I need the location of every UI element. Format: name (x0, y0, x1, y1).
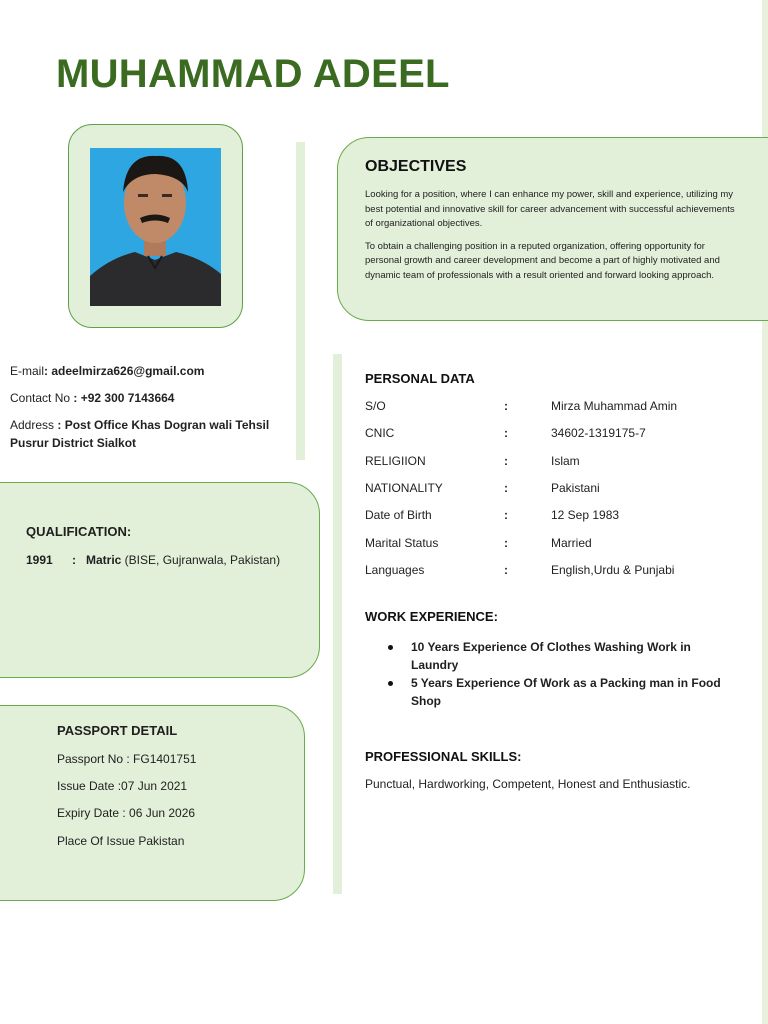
personal-colon: : (504, 426, 508, 440)
phone-row (10, 389, 295, 407)
personal-row (365, 481, 745, 499)
personal-data-title: PERSONAL DATA (365, 371, 475, 386)
personal-value: Mirza Muhammad Amin (551, 399, 678, 413)
email-row (10, 362, 295, 380)
personal-label: S/O (365, 399, 386, 413)
professional-skills-title: PROFESSIONAL SKILLS: (365, 749, 522, 764)
address-value: : Post Office Khas Dogran wali Tehsil Pusrur District Sialkot (10, 418, 270, 450)
phone-value: : +92 300 7143664 (73, 391, 175, 405)
professional-skills-text: Punctual, Hardworking, Competent, Honest and Enthusiastic. (365, 777, 691, 791)
qualification-box (0, 482, 320, 678)
passport-title: PASSPORT DETAIL (57, 723, 178, 738)
personal-value: 34602-1319175-7 (551, 426, 646, 440)
personal-label: Languages (365, 563, 425, 577)
candidate-name: MUHAMMAD ADEEL (56, 52, 450, 96)
list-item (365, 638, 725, 674)
personal-value: Pakistani (551, 481, 600, 495)
personal-row (365, 536, 745, 554)
objectives-title: OBJECTIVES (365, 158, 467, 175)
objectives-paragraph-2: To obtain a challenging position in a reputed organization, offering opportunity for personal growth and career development and become a part of highly motivated and dynamic team of professionals with a result oriented and forward looking approach. (365, 240, 720, 281)
qualification-year: 1991 (26, 553, 53, 567)
phone-label: Contact No (10, 391, 74, 405)
personal-colon: : (504, 536, 508, 550)
qualification-board: (BISE, Gujranwala, Pakistan) (121, 553, 281, 567)
personal-colon: : (504, 563, 508, 577)
personal-value: Married (551, 536, 592, 550)
personal-label: Marital Status (365, 536, 439, 550)
personal-row (365, 426, 745, 444)
profile-photo-frame (68, 124, 243, 328)
list-item (365, 674, 725, 710)
bullet-icon (388, 645, 393, 650)
qualification-degree: Matric (86, 553, 122, 567)
work-item-text: 10 Years Experience Of Clothes Washing Work in Laundry (411, 640, 691, 672)
personal-row (365, 454, 745, 472)
qualification-title: QUALIFICATION: (26, 524, 132, 539)
qualification-row (26, 553, 280, 567)
personal-label: RELIGIION (365, 454, 426, 468)
personal-value: English,Urdu & Punjabi (551, 563, 675, 577)
personal-value: 12 Sep 1983 (551, 508, 620, 522)
passport-place: Place Of Issue Pakistan (57, 834, 185, 848)
personal-row (365, 508, 745, 526)
work-experience-title: WORK EXPERIENCE: (365, 609, 498, 624)
personal-colon: : (504, 508, 508, 522)
work-item-text: 5 Years Experience Of Work as a Packing man in Food Shop (411, 676, 721, 708)
email-label: E-mail (10, 364, 45, 378)
personal-colon: : (504, 399, 508, 413)
profile-photo (90, 148, 221, 306)
passport-box (0, 705, 305, 901)
contact-info (10, 362, 295, 461)
objectives-box (337, 137, 768, 321)
address-label: Address (10, 418, 58, 432)
left-divider-bar (296, 142, 305, 460)
personal-colon: : (504, 481, 508, 495)
right-divider-bar (333, 354, 342, 894)
personal-label: Date of Birth (365, 508, 432, 522)
passport-number: Passport No : FG1401751 (57, 752, 197, 766)
objectives-paragraph-1: Looking for a position, where I can enhance my power, skill and experience, utilizing my best potential and innovative skill for career advancement with successful achievements of organizational objectives. (365, 189, 735, 229)
passport-issue-date: Issue Date :07 Jun 2021 (57, 779, 188, 793)
email-value: : adeelmirza626@gmail.com (44, 364, 205, 378)
personal-value: Islam (551, 454, 580, 468)
personal-label: CNIC (365, 426, 395, 440)
work-experience-list (365, 638, 725, 710)
personal-label: NATIONALITY (365, 481, 443, 495)
passport-expiry-date: Expiry Date : 06 Jun 2026 (57, 806, 196, 820)
personal-row (365, 399, 745, 417)
bullet-icon (388, 681, 393, 686)
personal-row (365, 563, 745, 581)
qualification-colon: : (72, 553, 76, 567)
address-row (10, 416, 295, 452)
personal-colon: : (504, 454, 508, 468)
